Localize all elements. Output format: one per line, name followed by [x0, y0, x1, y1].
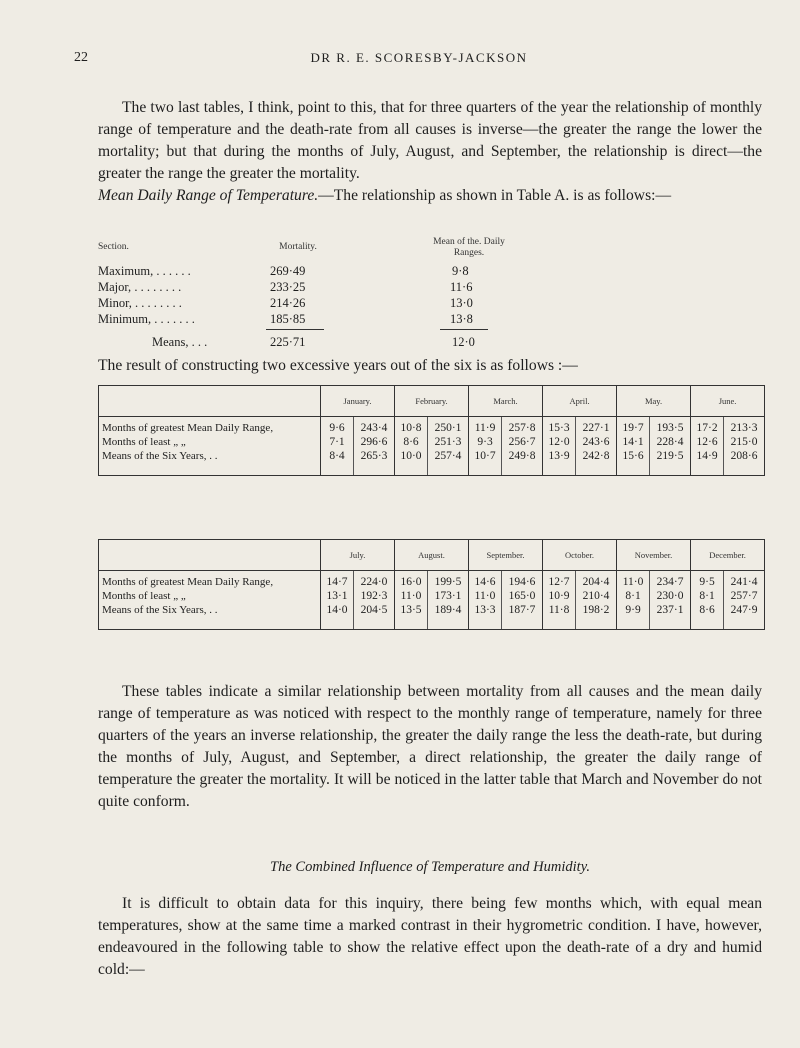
table-row — [99, 575, 765, 589]
sum-rule — [266, 329, 324, 330]
data-cell: 249·8 — [502, 449, 543, 463]
row-section: Minimum, . . . . . . . — [98, 312, 195, 326]
data-cell: 189·4 — [428, 603, 469, 617]
data-cell: 208·6 — [724, 449, 765, 463]
data-cell: 257·7 — [724, 589, 765, 603]
row-label: Means of the Six Years, . . — [99, 449, 321, 463]
data-cell: 173·1 — [428, 589, 469, 603]
data-cell: 7·1 — [321, 435, 354, 449]
data-cell: 250·1 — [428, 421, 469, 435]
data-cell: 14·1 — [617, 435, 650, 449]
data-cell: 13·3 — [469, 603, 502, 617]
row-mean: 13·8 — [450, 312, 473, 326]
data-cell: 243·4 — [354, 421, 395, 435]
data-cell: 8·4 — [321, 449, 354, 463]
data-cell: 17·2 — [691, 421, 724, 435]
data-cell: 14·7 — [321, 575, 354, 589]
data-cell: 187·7 — [502, 603, 543, 617]
month-header: May. — [617, 386, 691, 417]
data-cell: 9·5 — [691, 575, 724, 589]
month-header: February. — [395, 386, 469, 417]
table-row — [99, 435, 765, 449]
data-cell: 15·3 — [543, 421, 576, 435]
month-header: August. — [395, 540, 469, 571]
data-cell: 16·0 — [395, 575, 428, 589]
data-cell: 8·6 — [395, 435, 428, 449]
page-number: 22 — [74, 50, 88, 65]
data-cell: 230·0 — [650, 589, 691, 603]
col-mean-header: Mean of the. Daily Ranges. — [433, 237, 505, 258]
data-cell: 210·4 — [576, 589, 617, 603]
row-mortality: 269·49 — [270, 264, 306, 278]
row-mean: 13·0 — [450, 296, 473, 310]
data-cell: 247·9 — [724, 603, 765, 617]
intro-line: The result of constructing two excessive years out of the six is as follows :— — [98, 357, 578, 374]
paragraph-2-heading: Mean Daily Range of Temperature. — [98, 187, 319, 204]
data-cell: 265·3 — [354, 449, 395, 463]
row-mortality: 233·25 — [270, 280, 306, 294]
running-head: DR R. E. SCORESBY-JACKSON — [310, 50, 528, 65]
data-cell: 242·8 — [576, 449, 617, 463]
row-label: Months of greatest Mean Daily Range, — [99, 421, 321, 435]
data-cell: 257·4 — [428, 449, 469, 463]
month-header: September. — [469, 540, 543, 571]
data-cell: 227·1 — [576, 421, 617, 435]
data-cell: 192·3 — [354, 589, 395, 603]
data-cell: 8·1 — [691, 589, 724, 603]
row-mortality: 185·85 — [270, 312, 306, 326]
blank-header-cell — [99, 386, 321, 417]
sum-rule — [440, 329, 488, 330]
table-row — [99, 603, 765, 617]
table-row — [99, 449, 765, 463]
data-cell: 237·1 — [650, 603, 691, 617]
data-cell: 256·7 — [502, 435, 543, 449]
paragraph-4: It is difficult to obtain data for this inquiry, there being few months which, with equal mean temperatures, show at the same time a marked contrast in their hygrometric condition. I have, however, endeavoured in the following table to show the relative effect upon the death-rate of a dry and humid cold:— — [98, 895, 762, 978]
data-cell: 13·5 — [395, 603, 428, 617]
paragraph-1: The two last tables, I think, point to this, that for three quarters of the year the relationship of monthly range of temperature and the death-rate from all causes is inverse—the greater the range the lower the mortality; but that during the months of July, August, and September, the relationship is direct—the greater the range the greater the mortality. — [98, 99, 762, 182]
monthly-table-1 — [98, 385, 765, 476]
data-cell: 19·7 — [617, 421, 650, 435]
data-cell: 228·4 — [650, 435, 691, 449]
data-cell: 11·0 — [395, 589, 428, 603]
table-row — [99, 421, 765, 435]
data-cell: 193·5 — [650, 421, 691, 435]
data-cell: 224·0 — [354, 575, 395, 589]
row-mortality: 214·26 — [270, 296, 306, 310]
means-mean: 12·0 — [452, 335, 475, 349]
row-label: Means of the Six Years, . . — [99, 603, 321, 617]
month-header: July. — [321, 540, 395, 571]
data-cell: 13·9 — [543, 449, 576, 463]
data-cell: 11·9 — [469, 421, 502, 435]
row-mean: 11·6 — [450, 280, 473, 294]
paragraph-2-text: —The relationship as shown in Table A. is as follows:— — [318, 187, 672, 204]
month-header: December. — [691, 540, 765, 571]
row-label: Months of least „ „ — [99, 589, 321, 603]
means-label: Means, . . . — [152, 335, 208, 349]
data-cell: 204·5 — [354, 603, 395, 617]
row-section: Minor, . . . . . . . . — [98, 296, 182, 310]
col-section-header: Section. — [98, 242, 129, 252]
data-cell: 10·7 — [469, 449, 502, 463]
means-mortality: 225·71 — [270, 335, 306, 349]
row-section: Maximum, . . . . . . — [98, 264, 191, 278]
data-cell: 9·9 — [617, 603, 650, 617]
row-label: Months of greatest Mean Daily Range, — [99, 575, 321, 589]
data-cell: 12·7 — [543, 575, 576, 589]
data-cell: 8·6 — [691, 603, 724, 617]
data-cell: 14·0 — [321, 603, 354, 617]
data-cell: 194·6 — [502, 575, 543, 589]
data-cell: 204·4 — [576, 575, 617, 589]
page-header — [74, 50, 764, 70]
data-cell: 9·3 — [469, 435, 502, 449]
data-cell: 10·8 — [395, 421, 428, 435]
month-header: January. — [321, 386, 395, 417]
data-cell: 12·6 — [691, 435, 724, 449]
data-cell: 243·6 — [576, 435, 617, 449]
month-header: April. — [543, 386, 617, 417]
data-cell: 13·1 — [321, 589, 354, 603]
table-row — [99, 589, 765, 603]
data-cell: 241·4 — [724, 575, 765, 589]
paragraph-2 — [98, 185, 762, 207]
data-cell: 14·6 — [469, 575, 502, 589]
month-header: March. — [469, 386, 543, 417]
month-header: June. — [691, 386, 765, 417]
data-cell: 198·2 — [576, 603, 617, 617]
data-cell: 11·8 — [543, 603, 576, 617]
data-cell: 15·6 — [617, 449, 650, 463]
col-mortality-header: Mortality. — [279, 242, 317, 252]
data-cell: 219·5 — [650, 449, 691, 463]
data-cell: 12·0 — [543, 435, 576, 449]
data-cell: 11·0 — [469, 589, 502, 603]
data-cell: 10·0 — [395, 449, 428, 463]
month-header: October. — [543, 540, 617, 571]
data-cell: 10·9 — [543, 589, 576, 603]
data-cell: 296·6 — [354, 435, 395, 449]
section-heading: The Combined Influence of Temperature and Humidity. — [270, 859, 590, 875]
data-cell: 199·5 — [428, 575, 469, 589]
data-cell: 8·1 — [617, 589, 650, 603]
data-cell: 234·7 — [650, 575, 691, 589]
data-cell: 14·9 — [691, 449, 724, 463]
monthly-table-2 — [98, 539, 765, 630]
data-cell: 257·8 — [502, 421, 543, 435]
data-cell: 11·0 — [617, 575, 650, 589]
row-label: Months of least „ „ — [99, 435, 321, 449]
data-cell: 213·3 — [724, 421, 765, 435]
paragraph-3: These tables indicate a similar relationship between mortality from all causes and the mean daily range of temperature as was noticed with respect to the monthly range of temperature, namely for three quarters of the years an inverse relationship, the greater the daily range the less the death-rate, but during the months of July, August, and September, a direct relationship, the greater the daily range of temperature the greater the mortality. It will be noticed in the latter table that March and November do not quite conform. — [98, 683, 762, 810]
row-section: Major, . . . . . . . . — [98, 280, 182, 294]
row-mean: 9·8 — [452, 264, 469, 278]
data-cell: 165·0 — [502, 589, 543, 603]
blank-header-cell — [99, 540, 321, 571]
data-cell: 9·6 — [321, 421, 354, 435]
data-cell: 251·3 — [428, 435, 469, 449]
data-cell: 215·0 — [724, 435, 765, 449]
month-header: November. — [617, 540, 691, 571]
